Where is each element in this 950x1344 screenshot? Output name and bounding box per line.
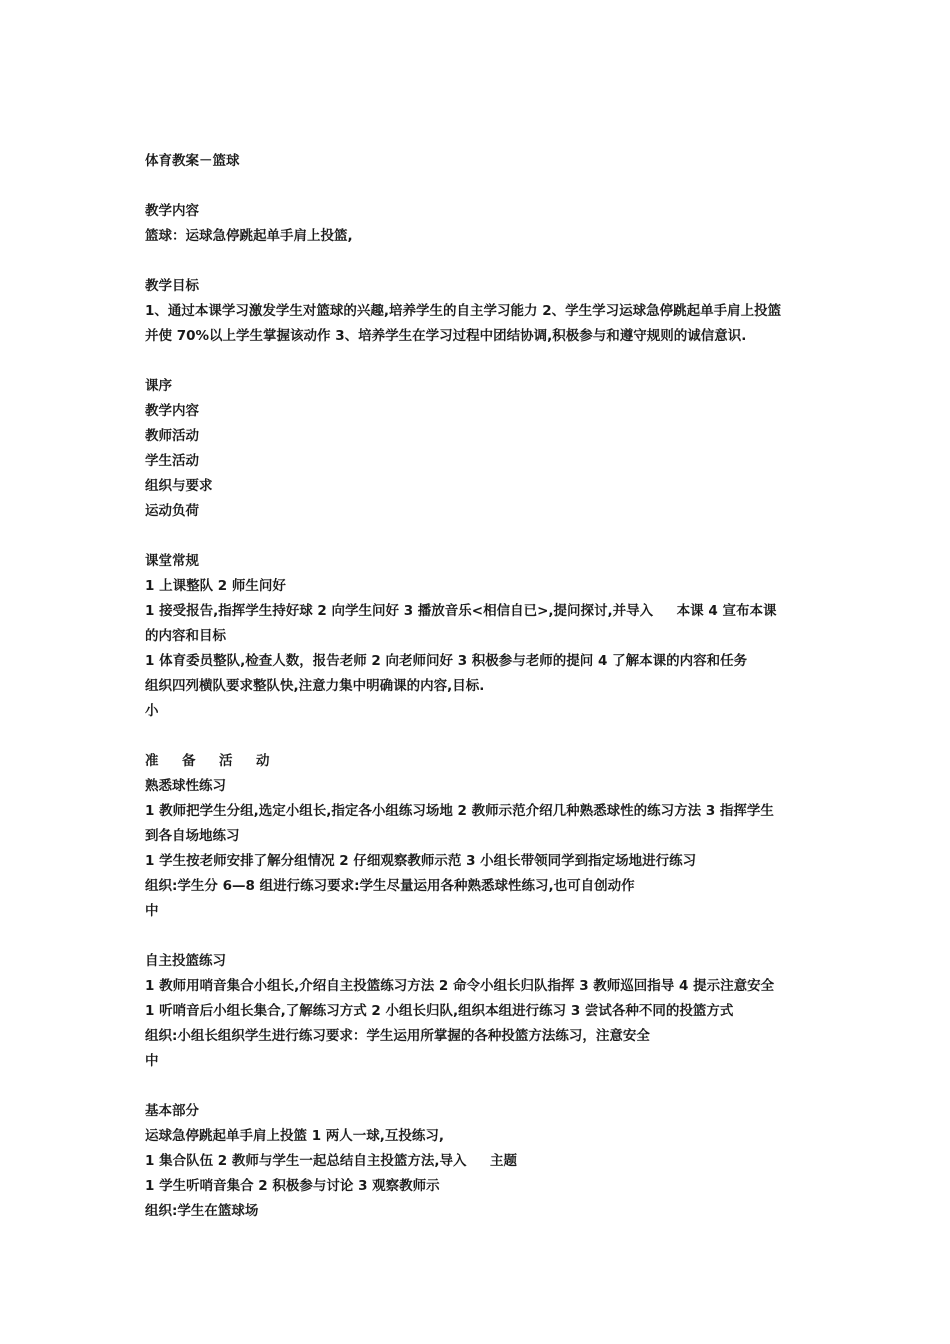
section-line: 组织:学生分 6—8 组进行练习要求:学生尽量运用各种熟悉球性练习,也可自创动作: [145, 878, 635, 894]
section-heading: 课序: [145, 378, 172, 394]
section-line: 中: [145, 1053, 159, 1069]
spacer: [145, 174, 825, 199]
document-body: [145, 149, 825, 1224]
section-warmup: [145, 749, 825, 924]
section-line: 组织与要求: [145, 478, 213, 494]
section-line: 1 集合队伍 2 教师与学生一起总结自主投篮方法,导入 主题: [145, 1153, 518, 1169]
spacer: [145, 1074, 825, 1099]
section-line: 1 听哨音后小组长集合,了解练习方式 2 小组长归队,组织本组进行练习 3 尝试各种不同的投篮方式: [145, 1003, 734, 1019]
spacer: [145, 924, 825, 949]
spacer: [145, 249, 825, 274]
section-heading: 自主投篮练习: [145, 953, 226, 969]
spacer: [145, 349, 825, 374]
section-teaching-content: [145, 199, 825, 249]
section-heading: 课堂常规: [145, 553, 199, 569]
section-line: 1、通过本课学习激发学生对篮球的兴趣,培养学生的自主学习能力 2、学生学习运球急停跳起单手肩上投篮: [145, 303, 782, 319]
section-basic-part: [145, 1099, 825, 1224]
section-line: 的内容和目标: [145, 628, 226, 644]
section-line: 教师活动: [145, 428, 199, 444]
section-line: 1 接受报告,指挥学生持好球 2 向学生问好 3 播放音乐<相信自已>,提问探讨,并导入 本课 4 宣布本课: [145, 603, 777, 619]
section-line: 1 学生听哨音集合 2 积极参与讨论 3 观察教师示: [145, 1178, 440, 1194]
section-line: 运球急停跳起单手肩上投篮 1 两人一球,互投练习,: [145, 1128, 445, 1144]
section-line: 教学内容: [145, 403, 199, 419]
section-line: 组织四列横队要求整队快,注意力集中明确课的内容,目标.: [145, 678, 485, 694]
section-heading: 准 备 活 动: [145, 753, 270, 769]
section-lesson-order: [145, 374, 825, 524]
section-line: 1 上课整队 2 师生问好: [145, 578, 286, 594]
section-line: 1 教师把学生分组,选定小组长,指定各小组练习场地 2 教师示范介绍几种熟悉球性的练习方法 3 指挥学生: [145, 803, 774, 819]
section-line: 中: [145, 903, 159, 919]
section-line: 到各自场地练习: [145, 828, 240, 844]
section-line: 运动负荷: [145, 503, 199, 519]
section-line: 1 学生按老师安排了解分组情况 2 仔细观察教师示范 3 小组长带领同学到指定场地进行练习: [145, 853, 697, 869]
section-line: 1 体育委员整队,检查人数，报告老师 2 向老师问好 3 积极参与老师的提问 4 了解本课的内容和任务: [145, 653, 748, 669]
spacer: [145, 524, 825, 549]
section-line: 并使 70%以上学生掌握该动作 3、培养学生在学习过程中团结协调,积极参与和遵守规则的诚信意识.: [145, 328, 747, 344]
section-teaching-goals: [145, 274, 825, 349]
section-line: 篮球：运球急停跳起单手肩上投篮,: [145, 228, 353, 244]
section-heading: 基本部分: [145, 1103, 199, 1119]
section-line: 组织:学生在篮球场: [145, 1203, 259, 1219]
spacer: [145, 724, 825, 749]
section-heading: 教学目标: [145, 278, 199, 294]
section-line: 1 教师用哨音集合小组长,介绍自主投篮练习方法 2 命令小组长归队指挥 3 教师巡回指导 4 提示注意安全: [145, 978, 775, 994]
section-heading: 教学内容: [145, 203, 199, 219]
section-line: 学生活动: [145, 453, 199, 469]
section-free-shooting: [145, 949, 825, 1074]
section-class-routine: [145, 549, 825, 724]
section-line: 组织:小组长组织学生进行练习要求：学生运用所掌握的各种投篮方法练习，注意安全: [145, 1028, 650, 1044]
section-line: 熟悉球性练习: [145, 778, 226, 794]
section-line: 小: [145, 703, 159, 719]
document-title: 体育教案－篮球: [145, 153, 240, 169]
